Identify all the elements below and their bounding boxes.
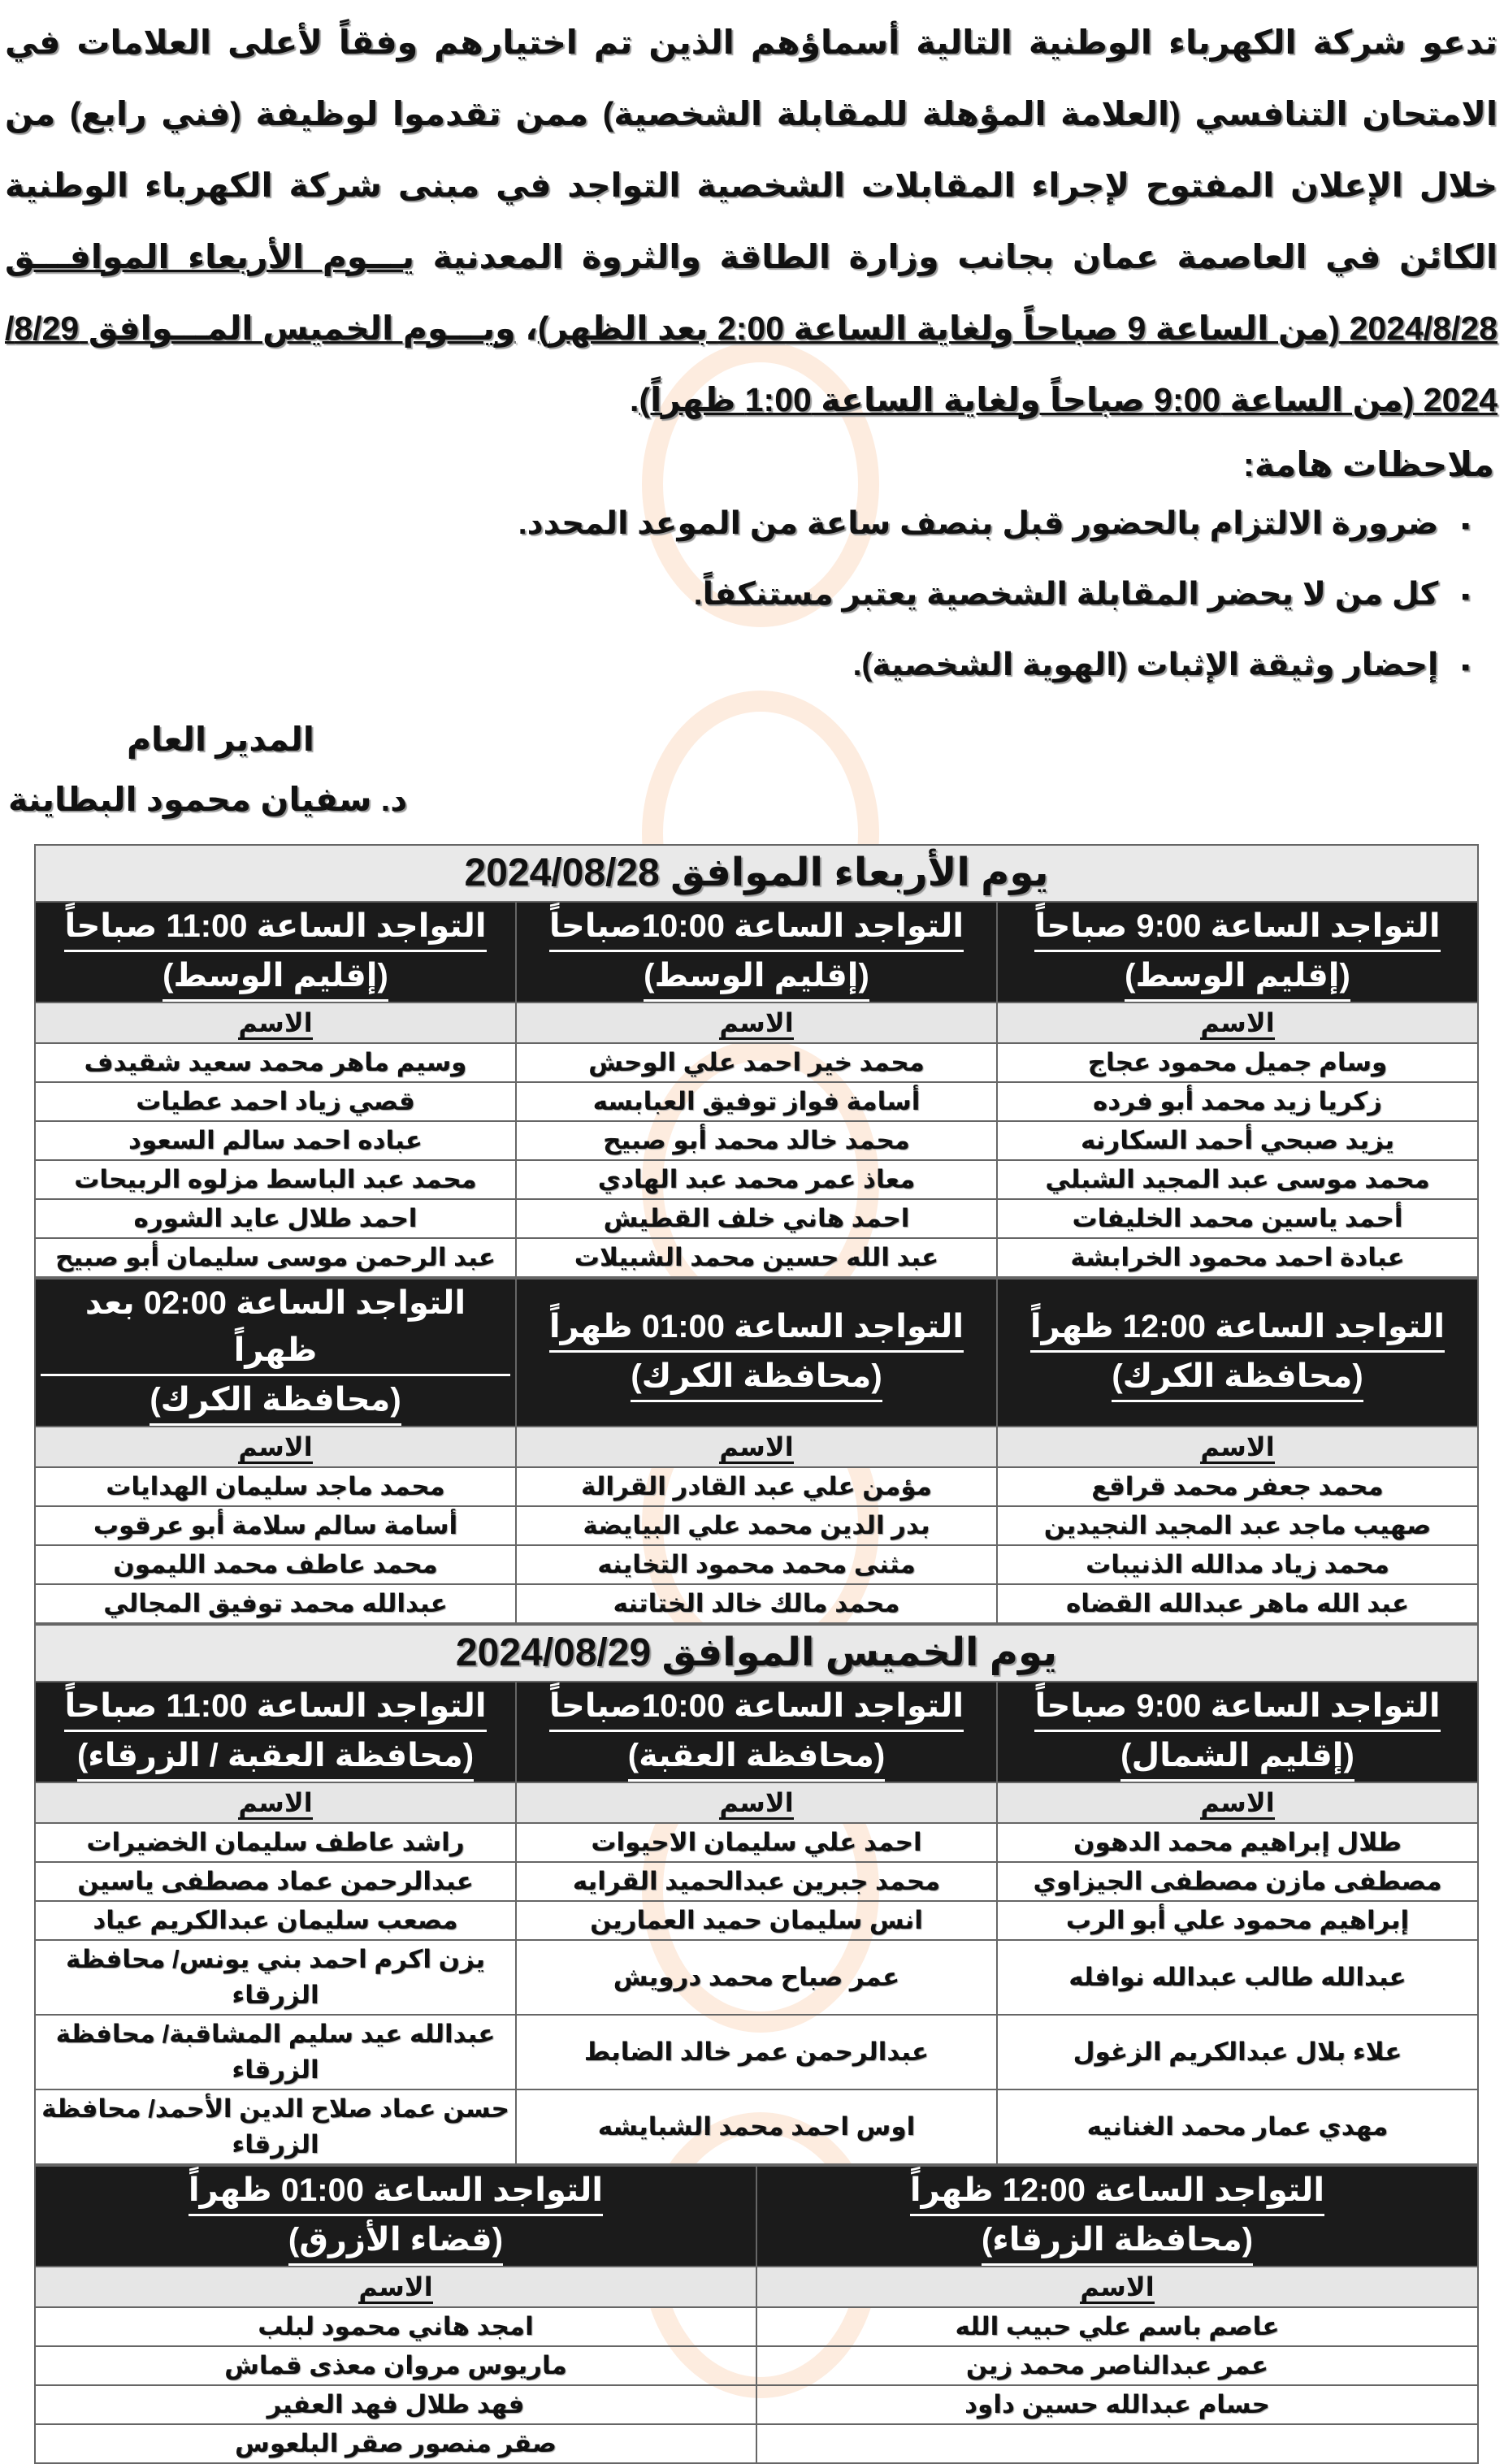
name-column-header	[997, 1002, 1478, 1043]
candidate-name: محمد جعفر محمد قراقع	[997, 1467, 1478, 1506]
time-label: التواجد الساعة 9:00 صباحاً	[1034, 903, 1440, 952]
time-label: التواجد الساعة 11:00 صباحاً	[64, 1682, 486, 1732]
schedule-table	[34, 1278, 1479, 1624]
time-label: التواجد الساعة 11:00 صباحاً	[64, 903, 486, 952]
region-label: (إقليم الوسط)	[644, 952, 869, 1002]
intro-paragraph	[5, 6, 1497, 435]
candidate-name: محمد خالد محمد أبو صبيح	[516, 1121, 997, 1160]
name-label: الاسم	[238, 1788, 312, 1820]
candidate-name: محمد عاطف محمد الليمون	[35, 1545, 516, 1584]
name-label: الاسم	[1200, 1008, 1274, 1040]
day-header: يوم الأربعاء الموافق 2024/08/28	[35, 845, 1478, 902]
candidate-name: عبدالرحمن عمر خالد الضابط	[516, 2015, 997, 2089]
schedule-table	[34, 2165, 1479, 2464]
time-label: التواجد الساعة 01:00 ظهراً	[189, 2167, 603, 2216]
candidate-name: عباده احمد سالم السعود	[35, 1121, 516, 1160]
candidate-name: مهدي عمار محمد الغنانيه	[997, 2089, 1478, 2164]
candidate-name: زكريا زيد محمد أبو فرده	[997, 1082, 1478, 1121]
candidate-name: انس سليمان حميد العمارين	[516, 1901, 997, 1940]
time-slot-header	[997, 1279, 1478, 1427]
name-column-header	[997, 1782, 1478, 1823]
candidate-name: عبادة احمد محمود الخرابشة	[997, 1238, 1478, 1277]
thursday-schedule: ويـــوم الخميس المـــوافق 8/29/ 2024 (من الساعة 9:00 صباحاً ولغاية الساعة 1:00 ظهراً)	[5, 310, 1497, 418]
candidate-name: وسام جميل محمود عجاج	[997, 1043, 1478, 1082]
region-label: (محافظة العقبة)	[628, 1732, 885, 1782]
time-label: التواجد الساعة 9:00 صباحاً	[1034, 1682, 1440, 1732]
candidate-name: طلال إبراهيم محمد الدهون	[997, 1823, 1478, 1862]
notes-title: ملاحظات هامة:	[1242, 445, 1494, 483]
name-label: الاسم	[719, 1788, 793, 1820]
region-label: (محافظة العقبة / الزرقاء)	[77, 1732, 474, 1782]
candidate-name: احمد طلال عايد الشوره	[35, 1199, 516, 1238]
candidate-name: حسن عماد صلاح الدين الأحمد/ محافظة الزرقاء	[35, 2089, 516, 2164]
name-column-header	[516, 1427, 997, 1467]
candidate-name: راشد عاطف سليمان الخضيرات	[35, 1823, 516, 1862]
candidate-name: عبد الله حسين محمد الشبيلات	[516, 1238, 997, 1277]
candidate-name: ماريوس مروان معذى قماش	[35, 2346, 756, 2385]
candidate-name: عاصم باسم علي حبيب الله	[756, 2307, 1478, 2346]
candidate-name: عبد الرحمن موسى سليمان أبو صبيح	[35, 1238, 516, 1277]
candidate-name: إبراهيم محمود علي أبو الرب	[997, 1901, 1478, 1940]
name-label: الاسم	[358, 2272, 432, 2304]
candidate-name: محمد مالك خالد الختاتنه	[516, 1584, 997, 1623]
candidate-name: محمد عبد الباسط مزلوه الربيحات	[35, 1160, 516, 1199]
name-column-header	[997, 1427, 1478, 1467]
name-column-header	[35, 2267, 756, 2307]
signature-block	[5, 716, 1497, 823]
time-slot-header	[35, 1279, 516, 1427]
note-item: ▪ ضرورة الالتزام بالحضور قبل بنصف ساعة من الموعد المحدد.	[5, 504, 1470, 547]
notes-list	[5, 504, 1470, 688]
region-label: (محافظة الكرك)	[631, 1353, 882, 1402]
time-slot-header	[997, 1682, 1478, 1782]
region-label: (محافظة الزرقاء)	[982, 2216, 1253, 2266]
candidate-name: مؤمن علي عبد القادر القرالة	[516, 1467, 997, 1506]
name-label: الاسم	[1200, 1788, 1274, 1820]
schedule-tables	[33, 844, 1479, 2464]
candidate-name: محمد موسى عبد المجيد الشبلي	[997, 1160, 1478, 1199]
name-label: الاسم	[1080, 2272, 1154, 2304]
candidate-name: عبدالله طالب عبدالله نوافله	[997, 1940, 1478, 2015]
region-label: (قضاء الأزرق)	[288, 2216, 503, 2266]
candidate-name: امجد هاني محمود لبلب	[35, 2307, 756, 2346]
note-item: ▪ كل من لا يحضر المقابلة الشخصية يعتبر مستنكفاً.	[5, 574, 1470, 617]
candidate-name: معاذ عمر محمد عبد الهادي	[516, 1160, 997, 1199]
name-column-header	[35, 1002, 516, 1043]
candidate-name: مصعب سليمان عبدالكريم عياد	[35, 1901, 516, 1940]
time-label: التواجد الساعة 12:00 ظهراً	[1030, 1303, 1445, 1353]
name-label: الاسم	[1200, 1432, 1274, 1464]
name-column-header	[516, 1002, 997, 1043]
time-slot-header	[35, 2166, 756, 2267]
candidate-name: بدر الدين محمد علي البيايضة	[516, 1506, 997, 1545]
region-label: (إقليم الشمال)	[1120, 1732, 1354, 1782]
candidate-name: قصي زياد احمد عطيات	[35, 1082, 516, 1121]
name-label: الاسم	[719, 1432, 793, 1464]
intro-text: تدعو شركة الكهرباء الوطنية التالية أسماؤهم الذين تم اختيارهم وفقاً لأعلى العلامات في الامتحان التنافسي (العلامة المؤهلة للمقابلة الشخصية) ممن تقدموا لوظيفة (فني رابع) من خلال الإعلان المفتوح لإجراء المقابلات الشخصية التواجد في مبنى شركة الكهرباء الوطنية الكائن في العاصمة عمان بجانب وزارة الطاقة والثروة المعدنية	[5, 24, 1497, 275]
schedule-table	[34, 844, 1479, 1278]
candidate-name: يزيد صبحي أحمد السكارنه	[997, 1121, 1478, 1160]
candidate-name: فهد طلال فهد العفير	[35, 2385, 756, 2424]
candidate-name	[756, 2424, 1478, 2463]
candidate-name: أسامة فواز توفيق العبابسه	[516, 1082, 997, 1121]
candidate-name: محمد ماجد سليمان الهدايات	[35, 1467, 516, 1506]
region-label: (إقليم الوسط)	[1125, 952, 1350, 1002]
time-label: التواجد الساعة 10:00صباحاً	[549, 1682, 964, 1732]
candidate-name: أحمد ياسين محمد الخليفات	[997, 1199, 1478, 1238]
candidate-name: عمر صباح محمد درويش	[516, 1940, 997, 2015]
intro-separator: ،	[515, 310, 538, 347]
region-label: (محافظة الكرك)	[150, 1376, 401, 1426]
name-column-header	[516, 1782, 997, 1823]
candidate-name: وسيم ماهر محمد سعيد شقيدف	[35, 1043, 516, 1082]
name-column-header	[35, 1427, 516, 1467]
candidate-name: مثنى محمد محمود التخاينه	[516, 1545, 997, 1584]
candidate-name: علاء بلال عبدالكريم الزغول	[997, 2015, 1478, 2089]
day-header: يوم الخميس الموافق 2024/08/29	[35, 1625, 1478, 1682]
time-label: التواجد الساعة 02:00 بعد ظهراً	[41, 1280, 510, 1376]
candidate-name: احمد هاني خلف القطيش	[516, 1199, 997, 1238]
name-column-header	[35, 1782, 516, 1823]
time-slot-header	[35, 902, 516, 1002]
time-slot-header	[516, 1682, 997, 1782]
candidate-name: أسامة سالم سلامة أبو عرقوب	[35, 1506, 516, 1545]
candidate-name: محمد زياد مدالله الذنيبات	[997, 1545, 1478, 1584]
candidate-name: حسام عبدالله حسين داود	[756, 2385, 1478, 2424]
time-slot-header	[516, 1279, 997, 1427]
name-label: الاسم	[238, 1432, 312, 1464]
time-slot-header	[997, 902, 1478, 1002]
candidate-name: صقر منصور صقر البلعوس	[35, 2424, 756, 2463]
signature-title: المدير العام	[127, 721, 314, 758]
candidate-name: مصطفى مازن مصطفى الجيزاوي	[997, 1862, 1478, 1901]
wednesday-schedule: يـــوم الأربعاء الموافـــق 2024/8/28 (من الساعة 9 صباحاً ولغاية الساعة 2:00 بعد الظهر)	[5, 238, 1497, 347]
note-item: ▪ إحضار وثيقة الإثبات (الهوية الشخصية).	[5, 645, 1470, 688]
time-label: التواجد الساعة 10:00صباحاً	[549, 903, 964, 952]
intro-end: .	[630, 381, 639, 418]
region-label: (إقليم الوسط)	[163, 952, 388, 1002]
name-label: الاسم	[238, 1008, 312, 1040]
region-label: (محافظة الكرك)	[1112, 1353, 1363, 1402]
candidate-name: عبدالله عيد سليم المشاقبة/ محافظة الزرقاء	[35, 2015, 516, 2089]
candidate-name: عبدالله محمد توفيق المجالي	[35, 1584, 516, 1623]
candidate-name: محمد جبرين عبدالحميد القرايه	[516, 1862, 997, 1901]
candidate-name: عبد الله ماهر عبدالله القضاه	[997, 1584, 1478, 1623]
time-slot-header	[516, 902, 997, 1002]
candidate-name: عمر عبدالناصر محمد زين	[756, 2346, 1478, 2385]
candidate-name: اوس احمد محمد الشبايشه	[516, 2089, 997, 2164]
time-slot-header	[756, 2166, 1478, 2267]
candidate-name: محمد خير احمد علي الوحش	[516, 1043, 997, 1082]
name-column-header	[756, 2267, 1478, 2307]
candidate-name: احمد علي سليمان الاحيوات	[516, 1823, 997, 1862]
candidate-name: يزن اكرم احمد بني يونس/ محافظة الزرقاء	[35, 1940, 516, 2015]
name-label: الاسم	[719, 1008, 793, 1040]
time-label: التواجد الساعة 12:00 ظهراً	[910, 2167, 1324, 2216]
time-slot-header	[35, 1682, 516, 1782]
candidate-name: عبدالرحمن عماد مصطفى ياسين	[35, 1862, 516, 1901]
candidate-name: صهيب ماجد عبد المجيد النجيدين	[997, 1506, 1478, 1545]
schedule-table	[34, 1624, 1479, 2165]
signature-name: د. سفيان محمود البطاينة	[8, 781, 408, 818]
time-label: التواجد الساعة 01:00 ظهراً	[549, 1303, 964, 1353]
